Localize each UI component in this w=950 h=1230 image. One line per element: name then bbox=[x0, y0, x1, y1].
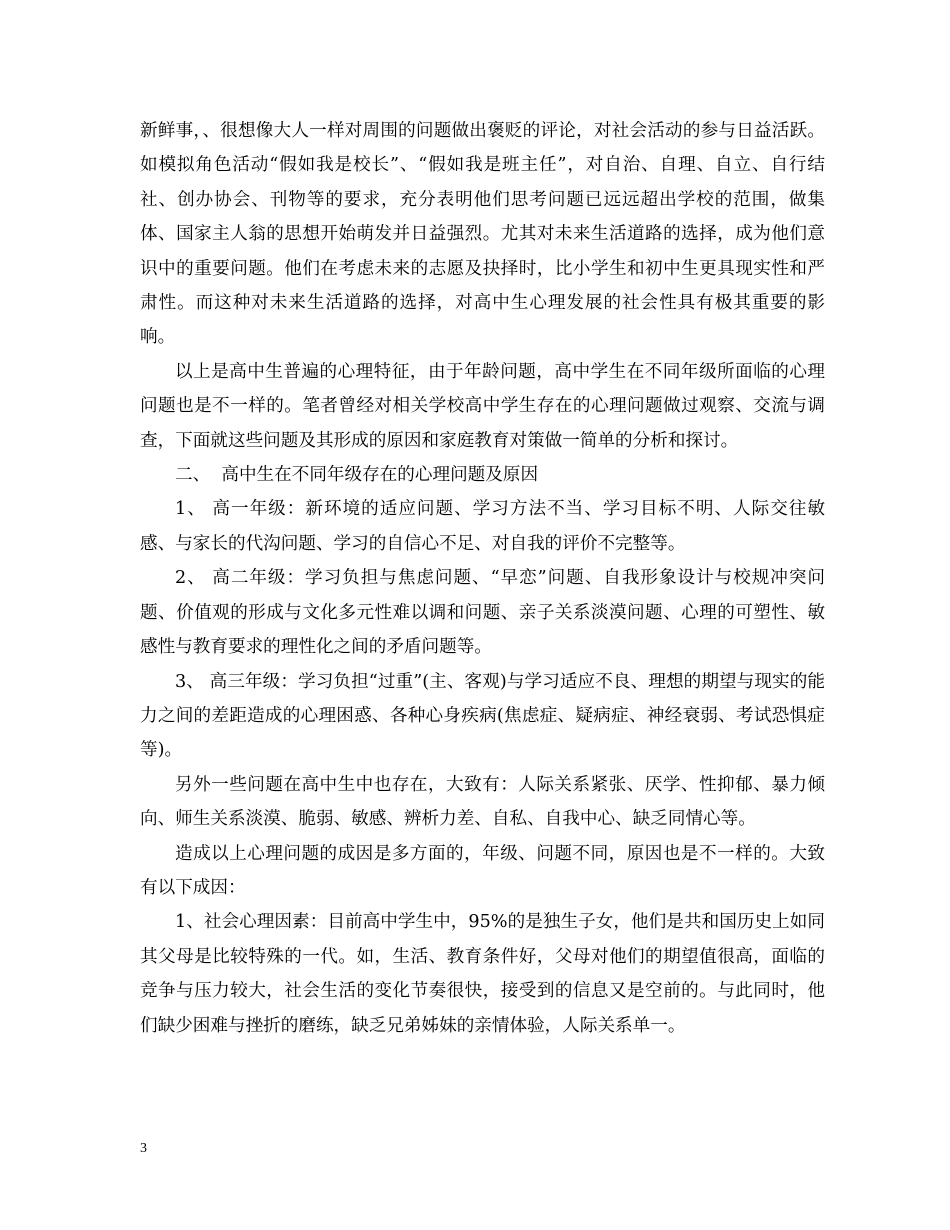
list-item-grade-3: 3、 高三年级：学习负担“过重”(主、客观)与学习适应不良、理想的期望与现实的能力之间的差距造成的心理困惑、各种心身疾病(焦虑症、疑病症、神经衰弱、考试恐惧症等)。 bbox=[140, 671, 825, 761]
page-number: 3 bbox=[140, 1141, 147, 1156]
list-item-grade-2: 2、 高二年级：学习负担与焦虑问题、“早恋”问题、自我形象设计与校规冲突问题、价值观的形成与文化多元性难以调和问题、亲子关系淡漠问题、心理的可塑性、敏感性与教育要求的理性化之间的矛盾问题等。 bbox=[140, 568, 825, 658]
paragraph-social-factors: 1、社会心理因素：目前高中学生中，95%的是独生子女，他们是共和国历史上如同其父母是比较特殊的一代。如，生活、教育条件好，父母对他们的期望值很高，面临的竞争与压力较大，社会生活的变化节奏很快，接受到的信息又是空前的。与此同时，他们缺少困难与挫折的磨练，缺乏兄弟姊妹的亲情体验，人际关系单一。 bbox=[140, 912, 825, 1036]
section-heading: 二、 高中生在不同年级存在的心理问题及原因 bbox=[175, 465, 539, 486]
paragraph-2: 以上是高中生普遍的心理特征，由于年龄问题，高中学生在不同年级所面临的心理问题也是不一样的。笔者曾经对相关学校高中学生存在的心理问题做过观察、交流与调查，下面就这些问题及其形成的原因和家庭教育对策做一简单的分析和探讨。 bbox=[140, 361, 825, 451]
list-item-grade-1: 1、 高一年级：新环境的适应问题、学习方法不当、学习目标不明、人际交往敏感、与家长的代沟问题、学习的自信心不足、对自我的评价不完整等。 bbox=[140, 499, 825, 554]
body-text bbox=[140, 114, 825, 1043]
paragraph-other-problems: 另外一些问题在高中生中也存在，大致有：人际关系紧张、厌学、性抑郁、暴力倾向、师生关系淡漠、脆弱、敏感、辨析力差、自私、自我中心、缺乏同情心等。 bbox=[140, 774, 825, 830]
paragraph-causes-intro: 造成以上心理问题的成因是多方面的，年级、问题不同，原因也是不一样的。大致有以下成因： bbox=[140, 843, 825, 898]
paragraph-1: 新鲜事，、很想像大人一样对周围的问题做出褒贬的评论，对社会活动的参与日益活跃。如模拟角色活动“假如我是校长”、“假如我是班主任”，对自治、自理、自立、自行结社、创办协会、刊物等的要求，充分表明他们思考问题已远远超出学校的范围，做集体、国家主人翁的思想开始萌发并日益强烈。尤其对未来生活道路的选择，成为他们意识中的重要问题。他们在考虑未来的志愿及抉择时，比小学生和初中生更具现实性和严肃性。而这种对未来生活道路的选择，对高中生心理发展的社会性具有极其重要的影响。 bbox=[140, 121, 825, 348]
